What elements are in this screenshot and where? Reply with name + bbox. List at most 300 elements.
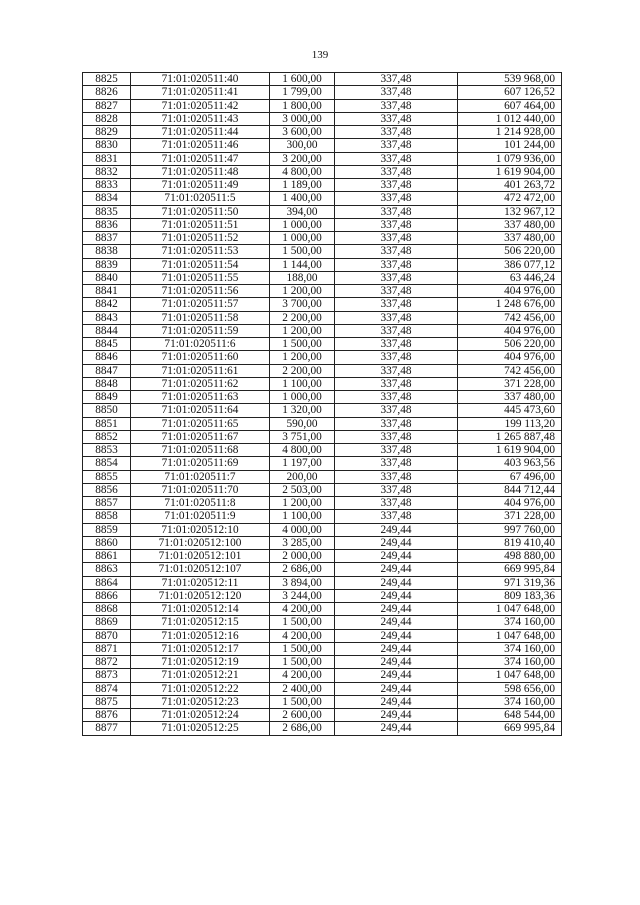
- row-number-cell: 8863: [83, 563, 131, 576]
- unit-value-cell: 337,48: [335, 258, 458, 271]
- cadastral-value-cell: 1 047 648,00: [458, 669, 562, 682]
- row-number-cell: 8851: [83, 417, 131, 430]
- table-row: [83, 245, 562, 258]
- cadastral-value-cell: 971 319,36: [458, 576, 562, 589]
- cadastral-number-cell: 71:01:020511:69: [131, 457, 270, 470]
- area-cell: 1 189,00: [270, 179, 335, 192]
- table-row: [83, 536, 562, 549]
- row-number-cell: 8859: [83, 523, 131, 536]
- table-row: [83, 351, 562, 364]
- cadastral-number-cell: 71:01:020512:15: [131, 616, 270, 629]
- area-cell: 1 400,00: [270, 192, 335, 205]
- row-number-cell: 8853: [83, 444, 131, 457]
- cadastral-number-cell: 71:01:020512:23: [131, 695, 270, 708]
- cadastral-number-cell: 71:01:020511:60: [131, 351, 270, 364]
- unit-value-cell: 249,44: [335, 589, 458, 602]
- cadastral-number-cell: 71:01:020511:67: [131, 430, 270, 443]
- area-cell: 1 799,00: [270, 86, 335, 99]
- row-number-cell: 8841: [83, 285, 131, 298]
- cadastral-number-cell: 71:01:020511:43: [131, 112, 270, 125]
- area-cell: 2 200,00: [270, 364, 335, 377]
- cadastral-number-cell: 71:01:020512:10: [131, 523, 270, 536]
- cadastral-number-cell: 71:01:020511:51: [131, 218, 270, 231]
- cadastral-number-cell: 71:01:020512:14: [131, 603, 270, 616]
- row-number-cell: 8835: [83, 205, 131, 218]
- table-row: [83, 576, 562, 589]
- cadastral-number-cell: 71:01:020512:16: [131, 629, 270, 642]
- cadastral-number-cell: 71:01:020511:9: [131, 510, 270, 523]
- unit-value-cell: 337,48: [335, 271, 458, 284]
- table-row: [83, 86, 562, 99]
- land-valuation-table: [82, 72, 562, 736]
- unit-value-cell: 337,48: [335, 165, 458, 178]
- row-number-cell: 8827: [83, 99, 131, 112]
- area-cell: 3 000,00: [270, 112, 335, 125]
- area-cell: 4 800,00: [270, 165, 335, 178]
- area-cell: 4 000,00: [270, 523, 335, 536]
- table-row: [83, 165, 562, 178]
- cadastral-number-cell: 71:01:020512:24: [131, 709, 270, 722]
- table-row: [83, 99, 562, 112]
- unit-value-cell: 337,48: [335, 99, 458, 112]
- table-row: [83, 430, 562, 443]
- row-number-cell: 8876: [83, 709, 131, 722]
- unit-value-cell: 249,44: [335, 682, 458, 695]
- cadastral-value-cell: 403 963,56: [458, 457, 562, 470]
- area-cell: 1 500,00: [270, 338, 335, 351]
- row-number-cell: 8870: [83, 629, 131, 642]
- area-cell: 4 200,00: [270, 603, 335, 616]
- row-number-cell: 8849: [83, 391, 131, 404]
- unit-value-cell: 249,44: [335, 656, 458, 669]
- cadastral-value-cell: 67 496,00: [458, 470, 562, 483]
- area-cell: 2 503,00: [270, 483, 335, 496]
- cadastral-number-cell: 71:01:020512:11: [131, 576, 270, 589]
- table-row: [83, 112, 562, 125]
- row-number-cell: 8846: [83, 351, 131, 364]
- cadastral-number-cell: 71:01:020511:63: [131, 391, 270, 404]
- cadastral-number-cell: 71:01:020511:68: [131, 444, 270, 457]
- cadastral-number-cell: 71:01:020512:25: [131, 722, 270, 735]
- table-row: [83, 417, 562, 430]
- table-row: [83, 232, 562, 245]
- cadastral-value-cell: 337 480,00: [458, 218, 562, 231]
- cadastral-value-cell: 669 995,84: [458, 563, 562, 576]
- cadastral-value-cell: 997 760,00: [458, 523, 562, 536]
- area-cell: 1 800,00: [270, 99, 335, 112]
- cadastral-number-cell: 71:01:020511:57: [131, 298, 270, 311]
- unit-value-cell: 249,44: [335, 709, 458, 722]
- table-row: [83, 709, 562, 722]
- table-row: [83, 642, 562, 655]
- table-row: [83, 311, 562, 324]
- table-row: [83, 483, 562, 496]
- table-row: [83, 377, 562, 390]
- cadastral-number-cell: 71:01:020511:58: [131, 311, 270, 324]
- unit-value-cell: 249,44: [335, 669, 458, 682]
- table-row: [83, 722, 562, 735]
- table-row: [83, 510, 562, 523]
- cadastral-value-cell: 819 410,40: [458, 536, 562, 549]
- area-cell: 1 200,00: [270, 285, 335, 298]
- area-cell: 590,00: [270, 417, 335, 430]
- area-cell: 300,00: [270, 139, 335, 152]
- row-number-cell: 8866: [83, 589, 131, 602]
- cadastral-value-cell: 371 228,00: [458, 510, 562, 523]
- row-number-cell: 8877: [83, 722, 131, 735]
- area-cell: 188,00: [270, 271, 335, 284]
- cadastral-value-cell: 1 012 440,00: [458, 112, 562, 125]
- table-row: [83, 364, 562, 377]
- cadastral-number-cell: 71:01:020511:42: [131, 99, 270, 112]
- area-cell: 3 600,00: [270, 126, 335, 139]
- area-cell: 3 200,00: [270, 152, 335, 165]
- area-cell: 1 500,00: [270, 695, 335, 708]
- table-row: [83, 497, 562, 510]
- area-cell: 2 200,00: [270, 311, 335, 324]
- unit-value-cell: 337,48: [335, 430, 458, 443]
- area-cell: 2 686,00: [270, 563, 335, 576]
- table-row: [83, 192, 562, 205]
- area-cell: 4 200,00: [270, 629, 335, 642]
- unit-value-cell: 337,48: [335, 377, 458, 390]
- area-cell: 1 500,00: [270, 642, 335, 655]
- cadastral-number-cell: 71:01:020511:6: [131, 338, 270, 351]
- area-cell: 3 700,00: [270, 298, 335, 311]
- table-row: [83, 470, 562, 483]
- cadastral-value-cell: 371 228,00: [458, 377, 562, 390]
- cadastral-number-cell: 71:01:020511:54: [131, 258, 270, 271]
- page-number: 139: [311, 49, 329, 61]
- table-row: [83, 298, 562, 311]
- cadastral-value-cell: 101 244,00: [458, 139, 562, 152]
- unit-value-cell: 249,44: [335, 576, 458, 589]
- row-number-cell: 8845: [83, 338, 131, 351]
- area-cell: 1 200,00: [270, 324, 335, 337]
- cadastral-value-cell: 742 456,00: [458, 364, 562, 377]
- area-cell: 1 000,00: [270, 218, 335, 231]
- row-number-cell: 8873: [83, 669, 131, 682]
- unit-value-cell: 337,48: [335, 218, 458, 231]
- table-row: [83, 444, 562, 457]
- area-cell: 1 200,00: [270, 351, 335, 364]
- cadastral-value-cell: 1 248 676,00: [458, 298, 562, 311]
- cadastral-value-cell: 742 456,00: [458, 311, 562, 324]
- cadastral-value-cell: 648 544,00: [458, 709, 562, 722]
- unit-value-cell: 337,48: [335, 126, 458, 139]
- unit-value-cell: 337,48: [335, 285, 458, 298]
- area-cell: 1 320,00: [270, 404, 335, 417]
- area-cell: 200,00: [270, 470, 335, 483]
- cadastral-value-cell: 374 160,00: [458, 695, 562, 708]
- table-row: [83, 616, 562, 629]
- cadastral-value-cell: 607 126,52: [458, 86, 562, 99]
- cadastral-value-cell: 374 160,00: [458, 642, 562, 655]
- cadastral-number-cell: 71:01:020511:40: [131, 73, 270, 86]
- row-number-cell: 8842: [83, 298, 131, 311]
- unit-value-cell: 249,44: [335, 523, 458, 536]
- row-number-cell: 8825: [83, 73, 131, 86]
- cadastral-value-cell: 404 976,00: [458, 285, 562, 298]
- table-row: [83, 271, 562, 284]
- row-number-cell: 8852: [83, 430, 131, 443]
- table-row: [83, 563, 562, 576]
- table-row: [83, 324, 562, 337]
- row-number-cell: 8839: [83, 258, 131, 271]
- row-number-cell: 8874: [83, 682, 131, 695]
- area-cell: 4 800,00: [270, 444, 335, 457]
- unit-value-cell: 249,44: [335, 536, 458, 549]
- unit-value-cell: 249,44: [335, 695, 458, 708]
- cadastral-value-cell: 539 968,00: [458, 73, 562, 86]
- cadastral-number-cell: 71:01:020511:48: [131, 165, 270, 178]
- area-cell: 2 686,00: [270, 722, 335, 735]
- area-cell: 1 197,00: [270, 457, 335, 470]
- cadastral-value-cell: 598 656,00: [458, 682, 562, 695]
- unit-value-cell: 337,48: [335, 179, 458, 192]
- unit-value-cell: 337,48: [335, 364, 458, 377]
- row-number-cell: 8855: [83, 470, 131, 483]
- row-number-cell: 8830: [83, 139, 131, 152]
- area-cell: 1 600,00: [270, 73, 335, 86]
- row-number-cell: 8858: [83, 510, 131, 523]
- unit-value-cell: 337,48: [335, 497, 458, 510]
- area-cell: 3 894,00: [270, 576, 335, 589]
- cadastral-number-cell: 71:01:020512:19: [131, 656, 270, 669]
- cadastral-number-cell: 71:01:020511:56: [131, 285, 270, 298]
- area-cell: 1 144,00: [270, 258, 335, 271]
- cadastral-value-cell: 1 619 904,00: [458, 444, 562, 457]
- unit-value-cell: 337,48: [335, 324, 458, 337]
- row-number-cell: 8843: [83, 311, 131, 324]
- cadastral-value-cell: 199 113,20: [458, 417, 562, 430]
- cadastral-value-cell: 1 047 648,00: [458, 629, 562, 642]
- row-number-cell: 8832: [83, 165, 131, 178]
- table-row: [83, 457, 562, 470]
- cadastral-number-cell: 71:01:020511:46: [131, 139, 270, 152]
- unit-value-cell: 337,48: [335, 457, 458, 470]
- table-row: [83, 656, 562, 669]
- unit-value-cell: 337,48: [335, 139, 458, 152]
- cadastral-number-cell: 71:01:020512:101: [131, 550, 270, 563]
- row-number-cell: 8837: [83, 232, 131, 245]
- cadastral-number-cell: 71:01:020511:53: [131, 245, 270, 258]
- table-row: [83, 629, 562, 642]
- unit-value-cell: 249,44: [335, 642, 458, 655]
- table-row: [83, 152, 562, 165]
- unit-value-cell: 337,48: [335, 86, 458, 99]
- area-cell: 2 000,00: [270, 550, 335, 563]
- cadastral-number-cell: 71:01:020511:47: [131, 152, 270, 165]
- row-number-cell: 8831: [83, 152, 131, 165]
- cadastral-number-cell: 71:01:020511:8: [131, 497, 270, 510]
- area-cell: 3 285,00: [270, 536, 335, 549]
- table-row: [83, 179, 562, 192]
- cadastral-number-cell: 71:01:020512:17: [131, 642, 270, 655]
- unit-value-cell: 337,48: [335, 391, 458, 404]
- cadastral-number-cell: 71:01:020511:52: [131, 232, 270, 245]
- cadastral-value-cell: 404 976,00: [458, 324, 562, 337]
- cadastral-number-cell: 71:01:020511:55: [131, 271, 270, 284]
- unit-value-cell: 249,44: [335, 603, 458, 616]
- row-number-cell: 8829: [83, 126, 131, 139]
- row-number-cell: 8872: [83, 656, 131, 669]
- area-cell: 1 100,00: [270, 377, 335, 390]
- row-number-cell: 8871: [83, 642, 131, 655]
- unit-value-cell: 249,44: [335, 629, 458, 642]
- row-number-cell: 8868: [83, 603, 131, 616]
- cadastral-value-cell: 472 472,00: [458, 192, 562, 205]
- table-body: [83, 73, 562, 736]
- table-row: [83, 550, 562, 563]
- unit-value-cell: 337,48: [335, 205, 458, 218]
- cadastral-value-cell: 1 214 928,00: [458, 126, 562, 139]
- cadastral-number-cell: 71:01:020511:59: [131, 324, 270, 337]
- row-number-cell: 8850: [83, 404, 131, 417]
- row-number-cell: 8860: [83, 536, 131, 549]
- row-number-cell: 8861: [83, 550, 131, 563]
- cadastral-value-cell: 63 446,24: [458, 271, 562, 284]
- area-cell: 1 200,00: [270, 497, 335, 510]
- row-number-cell: 8833: [83, 179, 131, 192]
- cadastral-value-cell: 337 480,00: [458, 391, 562, 404]
- unit-value-cell: 337,48: [335, 417, 458, 430]
- area-cell: 2 400,00: [270, 682, 335, 695]
- cadastral-number-cell: 71:01:020511:61: [131, 364, 270, 377]
- cadastral-value-cell: 844 712,44: [458, 483, 562, 496]
- table-row: [83, 391, 562, 404]
- area-cell: 3 244,00: [270, 589, 335, 602]
- unit-value-cell: 337,48: [335, 470, 458, 483]
- table-row: [83, 126, 562, 139]
- row-number-cell: 8826: [83, 86, 131, 99]
- table-row: [83, 205, 562, 218]
- area-cell: 2 600,00: [270, 709, 335, 722]
- table-row: [83, 695, 562, 708]
- cadastral-value-cell: 669 995,84: [458, 722, 562, 735]
- table-row: [83, 523, 562, 536]
- area-cell: 1 000,00: [270, 391, 335, 404]
- cadastral-value-cell: 404 976,00: [458, 497, 562, 510]
- cadastral-value-cell: 506 220,00: [458, 338, 562, 351]
- area-cell: 1 500,00: [270, 656, 335, 669]
- cadastral-number-cell: 71:01:020512:100: [131, 536, 270, 549]
- cadastral-value-cell: 404 976,00: [458, 351, 562, 364]
- unit-value-cell: 337,48: [335, 510, 458, 523]
- row-number-cell: 8864: [83, 576, 131, 589]
- table-row: [83, 285, 562, 298]
- cadastral-value-cell: 374 160,00: [458, 656, 562, 669]
- cadastral-number-cell: 71:01:020512:21: [131, 669, 270, 682]
- cadastral-number-cell: 71:01:020512:107: [131, 563, 270, 576]
- unit-value-cell: 249,44: [335, 722, 458, 735]
- table-row: [83, 404, 562, 417]
- table-row: [83, 669, 562, 682]
- row-number-cell: 8869: [83, 616, 131, 629]
- area-cell: 1 100,00: [270, 510, 335, 523]
- cadastral-number-cell: 71:01:020512:120: [131, 589, 270, 602]
- cadastral-number-cell: 71:01:020511:64: [131, 404, 270, 417]
- unit-value-cell: 249,44: [335, 563, 458, 576]
- cadastral-value-cell: 386 077,12: [458, 258, 562, 271]
- cadastral-value-cell: 607 464,00: [458, 99, 562, 112]
- area-cell: 1 000,00: [270, 232, 335, 245]
- cadastral-number-cell: 71:01:020511:65: [131, 417, 270, 430]
- table-row: [83, 589, 562, 602]
- cadastral-value-cell: 809 183,36: [458, 589, 562, 602]
- cadastral-value-cell: 1 265 887,48: [458, 430, 562, 443]
- unit-value-cell: 337,48: [335, 73, 458, 86]
- cadastral-number-cell: 71:01:020511:70: [131, 483, 270, 496]
- cadastral-number-cell: 71:01:020511:5: [131, 192, 270, 205]
- cadastral-value-cell: 1 619 904,00: [458, 165, 562, 178]
- table-row: [83, 338, 562, 351]
- cadastral-number-cell: 71:01:020512:22: [131, 682, 270, 695]
- table-row: [83, 73, 562, 86]
- cadastral-value-cell: 445 473,60: [458, 404, 562, 417]
- unit-value-cell: 337,48: [335, 444, 458, 457]
- unit-value-cell: 337,48: [335, 152, 458, 165]
- unit-value-cell: 337,48: [335, 351, 458, 364]
- unit-value-cell: 337,48: [335, 112, 458, 125]
- row-number-cell: 8848: [83, 377, 131, 390]
- row-number-cell: 8828: [83, 112, 131, 125]
- row-number-cell: 8840: [83, 271, 131, 284]
- cadastral-number-cell: 71:01:020511:44: [131, 126, 270, 139]
- unit-value-cell: 337,48: [335, 192, 458, 205]
- cadastral-value-cell: 1 079 936,00: [458, 152, 562, 165]
- cadastral-value-cell: 374 160,00: [458, 616, 562, 629]
- row-number-cell: 8838: [83, 245, 131, 258]
- unit-value-cell: 337,48: [335, 298, 458, 311]
- cadastral-number-cell: 71:01:020511:41: [131, 86, 270, 99]
- area-cell: 394,00: [270, 205, 335, 218]
- table-row: [83, 603, 562, 616]
- unit-value-cell: 337,48: [335, 404, 458, 417]
- table-row: [83, 682, 562, 695]
- cadastral-value-cell: 337 480,00: [458, 232, 562, 245]
- area-cell: 4 200,00: [270, 669, 335, 682]
- cadastral-number-cell: 71:01:020511:7: [131, 470, 270, 483]
- row-number-cell: 8856: [83, 483, 131, 496]
- cadastral-value-cell: 506 220,00: [458, 245, 562, 258]
- cadastral-value-cell: 132 967,12: [458, 205, 562, 218]
- unit-value-cell: 337,48: [335, 483, 458, 496]
- table-row: [83, 258, 562, 271]
- area-cell: 1 500,00: [270, 616, 335, 629]
- cadastral-value-cell: 1 047 648,00: [458, 603, 562, 616]
- area-cell: 3 751,00: [270, 430, 335, 443]
- table-row: [83, 218, 562, 231]
- cadastral-value-cell: 401 263,72: [458, 179, 562, 192]
- unit-value-cell: 249,44: [335, 616, 458, 629]
- cadastral-number-cell: 71:01:020511:62: [131, 377, 270, 390]
- cadastral-number-cell: 71:01:020511:50: [131, 205, 270, 218]
- unit-value-cell: 337,48: [335, 232, 458, 245]
- unit-value-cell: 249,44: [335, 550, 458, 563]
- row-number-cell: 8857: [83, 497, 131, 510]
- unit-value-cell: 337,48: [335, 311, 458, 324]
- area-cell: 1 500,00: [270, 245, 335, 258]
- cadastral-number-cell: 71:01:020511:49: [131, 179, 270, 192]
- row-number-cell: 8847: [83, 364, 131, 377]
- row-number-cell: 8834: [83, 192, 131, 205]
- row-number-cell: 8875: [83, 695, 131, 708]
- unit-value-cell: 337,48: [335, 245, 458, 258]
- cadastral-value-cell: 498 880,00: [458, 550, 562, 563]
- row-number-cell: 8844: [83, 324, 131, 337]
- row-number-cell: 8836: [83, 218, 131, 231]
